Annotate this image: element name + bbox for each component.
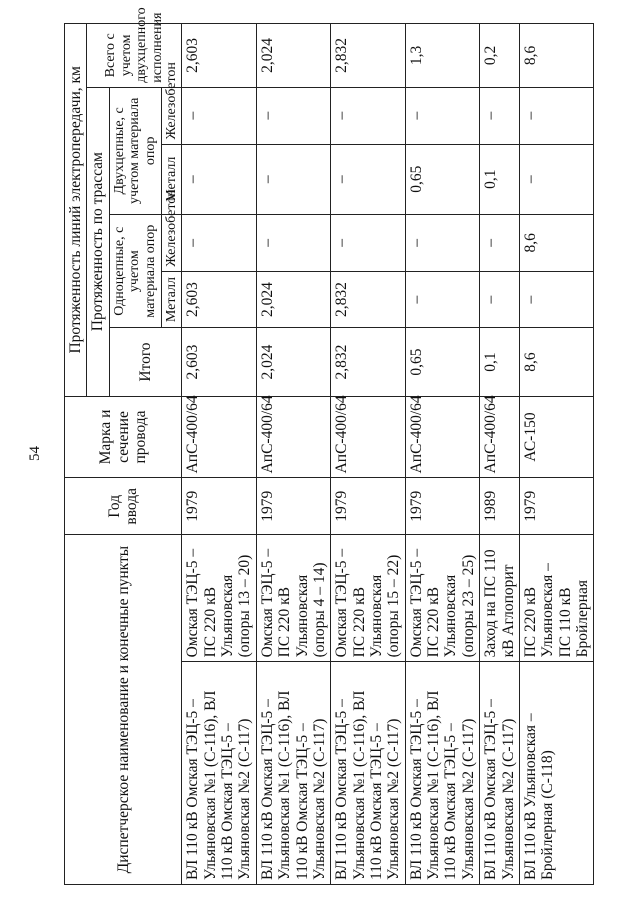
header-single-concrete: Железобетон bbox=[161, 214, 182, 271]
row-single-metal: – bbox=[519, 271, 593, 328]
row-year: 1979 bbox=[182, 478, 256, 535]
header-length-group: Протяженность линий электропередачи, км bbox=[65, 24, 87, 397]
row-points: Омская ТЭЦ-5 – ПС 220 кВ Ульяновская (опоры 4 – 14) bbox=[256, 535, 330, 662]
table-row bbox=[405, 24, 479, 885]
header-year: Год ввода bbox=[65, 478, 182, 535]
row-double-concrete: – bbox=[331, 87, 405, 144]
row-year: 1979 bbox=[405, 478, 479, 535]
row-total: 2,832 bbox=[331, 328, 405, 396]
row-name: ВЛ 110 кВ Ульяновская – Бройлерная (С-118) bbox=[519, 662, 593, 885]
row-total: 0,65 bbox=[405, 328, 479, 396]
row-single-concrete: – bbox=[331, 214, 405, 271]
header-double-concrete: Железобетон bbox=[161, 87, 182, 144]
row-name: ВЛ 110 кВ Омская ТЭЦ-5 – Ульяновская №1 (С-116), ВЛ 110 кВ Омская ТЭЦ-5 – Ульяновская №2 (С-117) bbox=[182, 662, 256, 885]
header-double-metal: Металл bbox=[161, 144, 182, 214]
table-body bbox=[182, 24, 594, 885]
row-year: 1979 bbox=[331, 478, 405, 535]
row-wire: АпС-400/64 bbox=[182, 396, 256, 478]
header-total-double: Всего с учетом двухцепного исполнения bbox=[87, 24, 182, 88]
row-grand-total: 2,832 bbox=[331, 24, 405, 88]
table-row bbox=[182, 24, 256, 885]
row-points: Заход на ПС 110 кВ Аглопорит bbox=[480, 535, 520, 662]
row-single-metal: 2,024 bbox=[256, 271, 330, 328]
row-double-concrete: – bbox=[480, 87, 520, 144]
row-name: ВЛ 110 кВ Омская ТЭЦ-5 – Ульяновская №1 (С-116), ВЛ 110 кВ Омская ТЭЦ-5 – Ульяновская №2 (С-117) bbox=[405, 662, 479, 885]
row-single-concrete: 8,6 bbox=[519, 214, 593, 271]
table-row bbox=[480, 24, 520, 885]
row-double-concrete: – bbox=[256, 87, 330, 144]
table-row bbox=[256, 24, 330, 885]
row-points: Омская ТЭЦ-5 – ПС 220 кВ Ульяновская (опоры 15 – 22) bbox=[331, 535, 405, 662]
row-total: 2,603 bbox=[182, 328, 256, 396]
row-name: ВЛ 110 кВ Омская ТЭЦ-5 – Ульяновская №1 (С-116), ВЛ 110 кВ Омская ТЭЦ-5 – Ульяновская №2 (С-117) bbox=[256, 662, 330, 885]
row-points: ПС 220 кВ Ульяновская – ПС 110 кВ Бройлерная bbox=[519, 535, 593, 662]
row-year: 1979 bbox=[519, 478, 593, 535]
row-wire: АпС-400/64 bbox=[331, 396, 405, 478]
header-single-chain: Одноцепные, с учетом материала опор bbox=[109, 214, 161, 328]
row-grand-total: 1,3 bbox=[405, 24, 479, 88]
table-row bbox=[519, 24, 593, 885]
row-name: ВЛ 110 кВ Омская ТЭЦ-5 – Ульяновская №1 (С-116), ВЛ 110 кВ Омская ТЭЦ-5 – Ульяновская №2 (С-117) bbox=[331, 662, 405, 885]
row-double-metal: 0,1 bbox=[480, 144, 520, 214]
row-single-metal: – bbox=[405, 271, 479, 328]
row-double-metal: 0,65 bbox=[405, 144, 479, 214]
row-points: Омская ТЭЦ-5 – ПС 220 кВ Ульяновская (опоры 23 – 25) bbox=[405, 535, 479, 662]
row-double-metal: – bbox=[182, 144, 256, 214]
row-year: 1989 bbox=[480, 478, 520, 535]
row-wire: АС-150 bbox=[519, 396, 593, 478]
row-total: 2,024 bbox=[256, 328, 330, 396]
row-single-concrete: – bbox=[182, 214, 256, 271]
row-single-metal: 2,603 bbox=[182, 271, 256, 328]
header-name: Диспетчерское наименование и конечные пункты bbox=[65, 535, 182, 885]
row-name: ВЛ 110 кВ Омская ТЭЦ-5 – Ульяновская №2 (С-117) bbox=[480, 662, 520, 885]
row-double-metal: – bbox=[256, 144, 330, 214]
row-single-metal: 2,832 bbox=[331, 271, 405, 328]
row-grand-total: 0,2 bbox=[480, 24, 520, 88]
header-single-metal: Металл bbox=[161, 271, 182, 328]
header-total-route: Итого bbox=[109, 328, 182, 396]
row-single-metal: – bbox=[480, 271, 520, 328]
header-wire: Марка и сечение провода bbox=[65, 396, 182, 478]
row-wire: АпС-400/64 bbox=[256, 396, 330, 478]
row-double-concrete: – bbox=[182, 87, 256, 144]
table-row bbox=[331, 24, 405, 885]
row-double-metal: – bbox=[519, 144, 593, 214]
row-points: Омская ТЭЦ-5 – ПС 220 кВ Ульяновская (опоры 13 – 20) bbox=[182, 535, 256, 662]
header-routes-group: Протяженность по трассам bbox=[87, 87, 109, 396]
header-double-chain: Двухцепные, с учетом материала опор bbox=[109, 87, 161, 214]
row-double-metal: – bbox=[331, 144, 405, 214]
rotated-table-container bbox=[64, 0, 639, 905]
row-total: 8,6 bbox=[519, 328, 593, 396]
row-year: 1979 bbox=[256, 478, 330, 535]
row-grand-total: 2,024 bbox=[256, 24, 330, 88]
power-lines-table bbox=[64, 7, 594, 885]
row-double-concrete: – bbox=[519, 87, 593, 144]
row-single-concrete: – bbox=[405, 214, 479, 271]
row-single-concrete: – bbox=[480, 214, 520, 271]
row-wire: АпС-400/64 bbox=[480, 396, 520, 478]
row-double-concrete: – bbox=[405, 87, 479, 144]
row-total: 0,1 bbox=[480, 328, 520, 396]
page-number: 54 bbox=[27, 446, 43, 461]
row-grand-total: 8,6 bbox=[519, 24, 593, 88]
row-grand-total: 2,603 bbox=[182, 24, 256, 88]
row-wire: АпС-400/64 bbox=[405, 396, 479, 478]
row-single-concrete: – bbox=[256, 214, 330, 271]
